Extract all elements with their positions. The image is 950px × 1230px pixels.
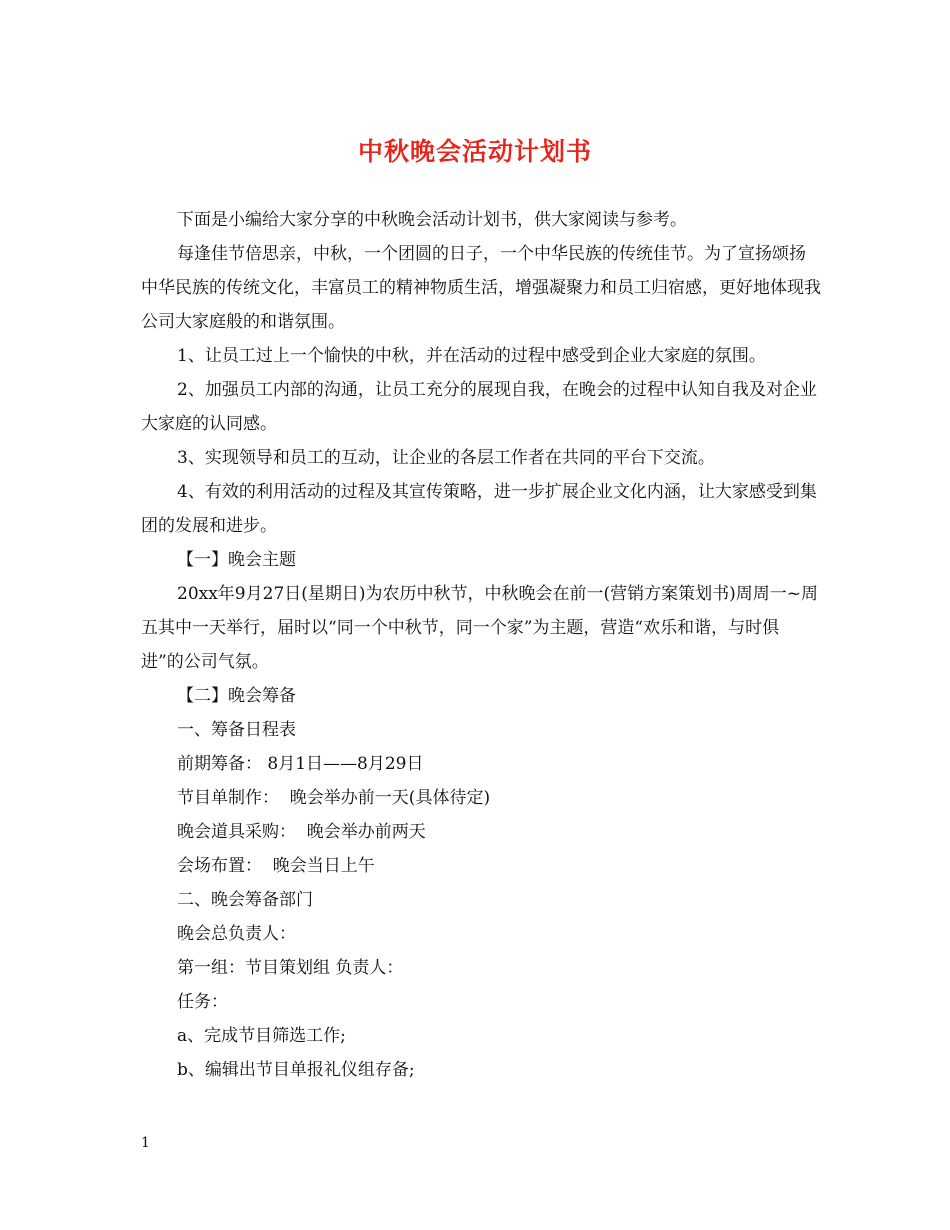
schedule-item-props: 晚会道具采购： 晚会举办前两天	[177, 822, 426, 842]
document-body	[141, 203, 821, 1087]
paragraph-goal-4: 4、有效的利用活动的过程及其宣传策略，进一步扩展企业文化内涵，让大家感受到集团的发展和进步。	[141, 482, 817, 536]
schedule-item-prep: 前期筹备： 8月1日——8月29日	[177, 754, 424, 774]
subheading-schedule: 一、筹备日程表	[177, 720, 296, 740]
section-heading-preparation: 【二】晚会筹备	[177, 686, 296, 706]
schedule-item-program: 节目单制作： 晚会举办前一天(具体待定)	[177, 788, 491, 808]
paragraph-goal-3: 3、实现领导和员工的互动，让企业的各层工作者在共同的平台下交流。	[177, 448, 715, 468]
line-chief-lead: 晚会总负责人：	[177, 924, 296, 944]
paragraph-goal-1: 1、让员工过上一个愉快的中秋，并在活动的过程中感受到企业大家庭的氛围。	[177, 346, 766, 366]
line-tasks: 任务：	[177, 992, 228, 1012]
document-title: 中秋晚会活动计划书	[357, 137, 592, 166]
subheading-departments: 二、晚会筹备部门	[177, 890, 313, 910]
line-group-one: 第一组：节目策划组 负责人：	[177, 958, 404, 978]
schedule-item-venue: 会场布置： 晚会当日上午	[177, 856, 375, 876]
paragraph-background: 每逢佳节倍思亲，中秋，一个团圆的日子，一个中华民族的传统佳节。为了宣扬颂扬中华民族的传统文化，丰富员工的精神物质生活，增强凝聚力和员工归宿感，更好地体现我公司大家庭般的和谐氛围。	[141, 244, 821, 332]
paragraph-intro: 下面是小编给大家分享的中秋晚会活动计划书，供大家阅读与参考。	[177, 210, 687, 230]
task-item-a: a、完成节目筛选工作;	[177, 1026, 346, 1046]
section-heading-theme: 【一】晚会主题	[177, 550, 296, 570]
page-number: 1	[141, 1135, 150, 1151]
paragraph-goal-2: 2、加强员工内部的沟通，让员工充分的展现自我，在晚会的过程中认知自我及对企业大家庭的认同感。	[141, 380, 817, 434]
paragraph-theme: 20xx年9月27日(星期日)为农历中秋节，中秋晚会在前一(营销方案策划书)周周一~周五其中一天举行，届时以“同一个中秋节，同一个家”为主题，营造“欢乐和谐，与时俱进”的公司气氛。	[141, 584, 819, 672]
task-item-b: b、编辑出节目单报礼仪组存备;	[177, 1060, 415, 1080]
